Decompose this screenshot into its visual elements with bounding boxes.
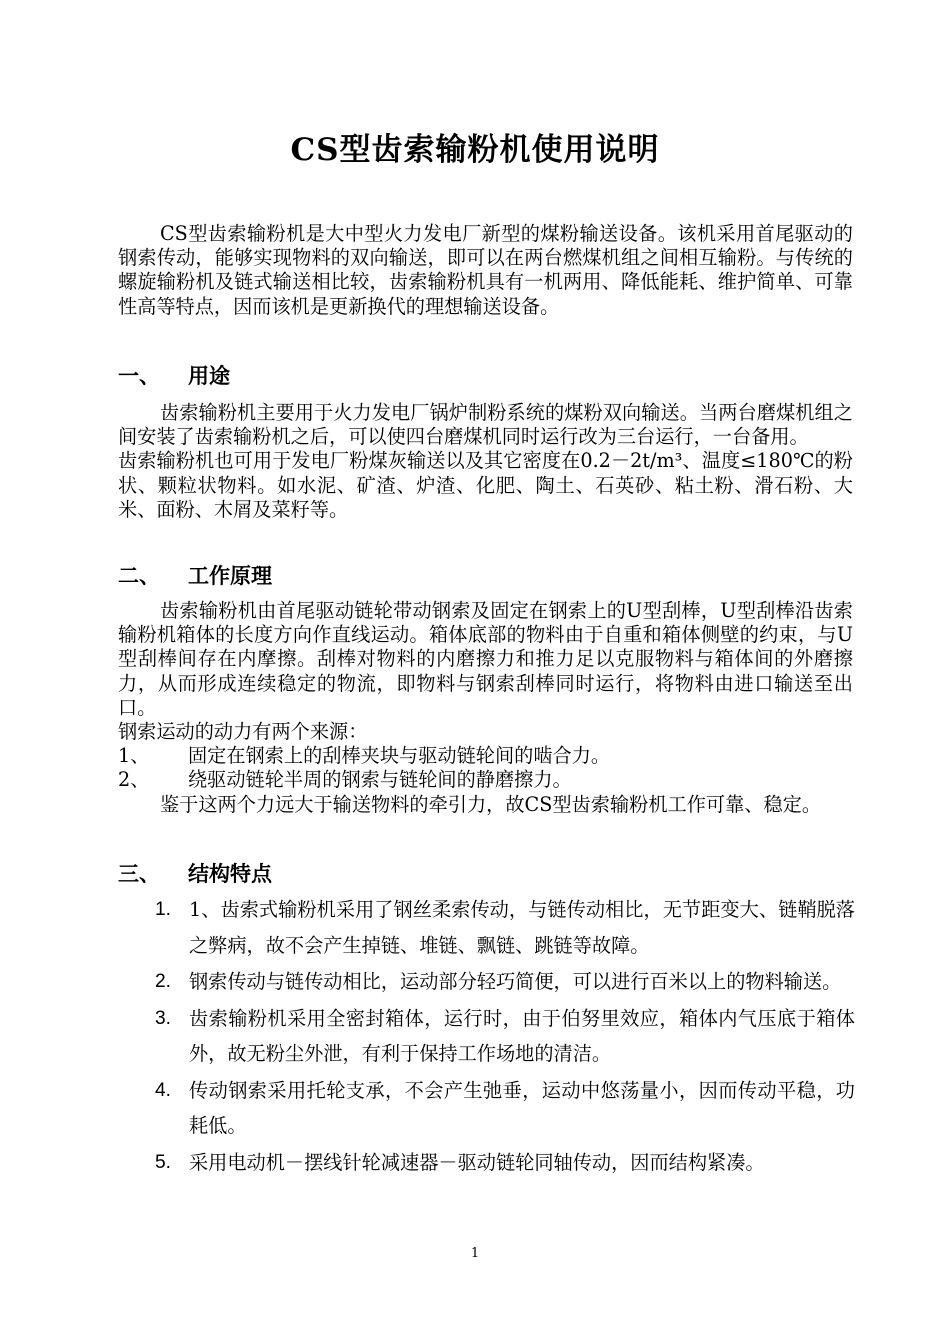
list-item [155,1001,855,1072]
item-text: 绕驱动链轮半周的钢索与链轮间的静磨擦力。 [188,768,572,792]
principle-item-2 [118,768,853,792]
intro-section [118,222,853,319]
list-item-text: 传动钢索采用托轮支承，不会产生弛垂，运动中悠荡量小，因而传动平稳，功耗低。 [189,1078,855,1137]
section-number: 一、 [118,364,160,388]
intro-paragraph: CS型齿索输粉机是大中型火力发电厂新型的煤粉输送设备。该机采用首尾驱动的钢索传动，能够实现物料的双向输送，即可以在两台燃煤机组之间相互输粉。与传统的螺旋输粉机及链式输送相比较，齿索输粉机具有一机两用、降低能耗、维护简单、可靠性高等特点，因而该机是更新换代的理想输送设备。 [118,222,853,318]
principle-paragraph-1: 齿索输粉机由首尾驱动链轮带动钢索及固定在钢索上的U型刮棒，U型刮棒沿齿索输粉机箱体的长度方向作直线运动。箱体底部的物料由于自重和箱体侧壁的约束，与U型刮棒间存在内摩擦。刮棒对物料的内磨擦力和推力足以克服物料与箱体间的外磨擦力，从而形成连续稳定的物流，即物料与钢索刮棒同时运行，将物料由进口输送至出口。 [118,599,853,719]
list-item-text: 采用电动机－摆线针轮减速器－驱动链轮同轴传动，因而结构紧凑。 [189,1150,765,1174]
usage-paragraph-2: 齿索输粉机也可用于发电厂粉煤灰输送以及其它密度在0.2－2t/m³、温度≤180℃的粉状、颗粒状物料。如水泥、矿渣、炉渣、化肥、陶土、石英砂、粘土粉、滑石粉、大米、面粉、木屑及菜籽等。 [118,449,853,521]
list-item-text: 齿索输粉机采用全密封箱体，运行时，由于伯努里效应，箱体内气压底于箱体外，故无粉尘外泄，有利于保持工作场地的清洁。 [189,1006,855,1065]
list-item [155,1145,855,1181]
list-item [155,892,855,963]
principle-paragraph-3: 鉴于这两个力远大于输送物料的牵引力，故CS型齿索输粉机工作可靠、稳定。 [160,792,822,816]
item-number: 1、 [118,744,150,768]
features-list [155,892,855,1181]
list-item-number: 4. [155,1079,172,1101]
list-item-number: 2. [155,971,172,992]
usage-paragraph-1: 齿索输粉机主要用于火力发电厂锅炉制粉系统的煤粉双向输送。当两台磨煤机组之间安装了齿索输粉机之后，可以使四台磨煤机同时运行改为三台运行，一台备用。 [118,401,853,449]
section-title: 结构特点 [188,862,272,886]
page-number: 1 [470,1246,480,1261]
list-item-number: 5. [155,1151,172,1173]
item-number: 2、 [118,768,150,792]
section-number: 三、 [118,862,160,886]
principle-paragraph-2: 钢索运动的动力有两个来源： [118,720,368,744]
principle-section [118,599,853,817]
section-heading-usage [118,360,230,390]
section-heading-principle [118,560,272,590]
page-title: CS型齿索输粉机使用说明 [290,132,660,168]
list-item-number: 3. [155,1007,172,1029]
list-item-text: 1、齿索式输粉机采用了钢丝柔索传动，与链传动相比，无节距变大、链鞘脱落之弊病，故不会产生掉链、堆链、飘链、跳链等故障。 [189,898,855,957]
list-item-number: 1. [155,899,172,920]
item-text: 固定在钢索上的刮棒夹块与驱动链轮间的啮合力。 [188,744,611,768]
list-item [155,1073,855,1144]
section-number: 二、 [118,564,160,588]
usage-section [118,401,853,522]
section-heading-features [118,858,272,888]
principle-item-1 [118,744,853,768]
section-title: 用途 [188,364,230,388]
list-item-text: 钢索传动与链传动相比，运动部分轻巧简便，可以进行百米以上的物料输送。 [189,970,842,993]
section-title: 工作原理 [188,564,272,588]
list-item [155,964,855,1000]
